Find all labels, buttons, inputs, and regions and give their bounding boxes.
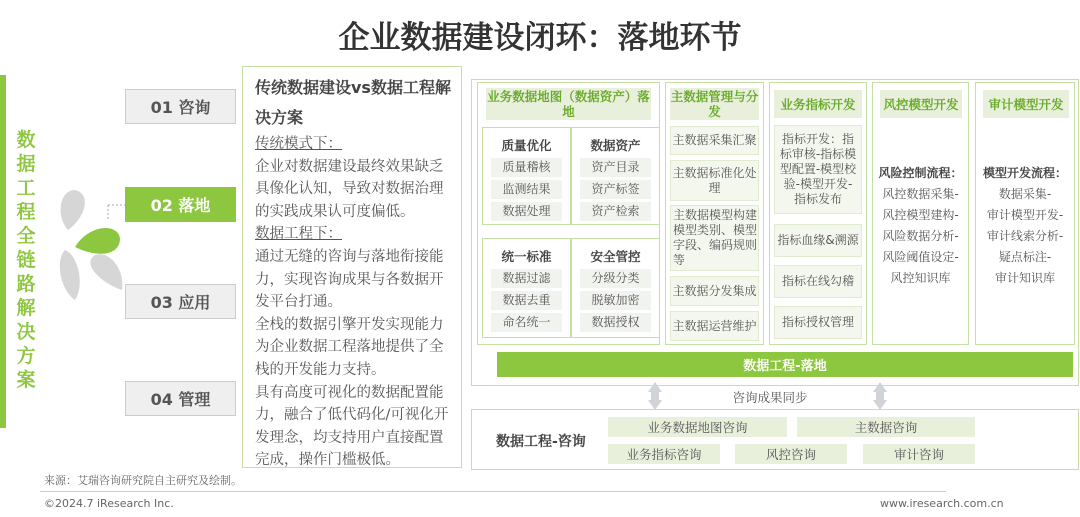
column-item: 指标开发：指标审核-指标模型配置-模型校验-模型开发-指标发布 [774,125,862,214]
flow-step: 风控数据采集- [882,187,959,201]
consulting-item: 业务指标咨询 [608,444,720,464]
source-note: 来源：艾瑞咨询研究院自主研究及绘制。 [44,474,242,487]
column-item: 指标在线勾稽 [774,265,862,298]
group-item: 数据授权 [580,313,651,332]
flow-step: 审计线索分析- [986,229,1064,243]
nav-landing[interactable]: 02 落地 [125,187,236,222]
footer-divider [40,491,946,492]
audit-column [975,82,1075,345]
flow-step: 疑点标注- [998,250,1052,264]
column-item: 主数据模型构建模型类别、模型字段、编码规则等 [670,205,759,271]
comparison-panel [242,66,462,468]
consulting-label: 数据工程-咨询 [496,434,586,450]
consulting-item: 风控咨询 [735,444,847,464]
petals-icon [50,185,125,310]
engineering-text: 具有高度可视化的数据配置能力，融合了低代码化/可视化开发理念，均支持用户直接配置完成，操作门槛极低。 [255,384,449,469]
engineering-text: 全栈的数据引擎开发实现能力为企业数据工程落地提供了全栈的开发能力支持。 [255,316,444,378]
group-item: 脱敏加密 [580,291,651,310]
risk-flow [873,163,968,289]
sync-arrow-icon [648,382,662,410]
column-item: 主数据运营维护 [670,311,759,341]
consulting-item: 业务数据地图咨询 [608,417,787,437]
group-item: 资产标签 [580,180,651,199]
traditional-text: 企业对数据建设最终效果缺乏具像化认知，导致对数据治理的实践成果认可度偏低。 [255,158,444,220]
column-item: 主数据采集汇聚 [670,126,759,155]
column-item: 指标血缘&溯源 [774,224,862,257]
group-item: 命名统一 [491,313,562,332]
group-item: 监测结果 [491,180,562,199]
landing-section [471,79,1079,386]
column-header: 风控模型开发 [880,90,962,118]
master-data-column [665,82,764,345]
flow-step: 风险阈值设定- [882,250,959,264]
sync-label: 咨询成果同步 [732,390,808,405]
metrics-column [769,82,867,345]
column-header: 业务指标开发 [774,90,862,118]
flow-title: 模型开发流程： [982,166,1067,180]
flow-step: 审计模型开发- [986,208,1064,222]
engineering-text: 通过无缝的咨询与落地衔接能力，实现咨询成果与各数据开发平台打通。 [255,248,444,311]
group-box [571,238,660,338]
group-item: 资产检索 [580,202,651,221]
group-title: 安全管控 [590,249,641,264]
group-box [482,238,571,338]
copyright: ©2024.7 iResearch Inc. [44,497,174,510]
group-box [571,127,660,225]
flow-step: 审计知识库 [994,271,1055,285]
column-item: 指标授权管理 [774,306,862,339]
consulting-item: 主数据咨询 [797,417,975,437]
nav-management[interactable]: 04 管理 [125,381,236,416]
flow-step: 风控模型建构- [882,208,959,222]
flow-step: 风控知识库 [890,271,951,285]
flow-step: 风险数据分析- [882,229,959,243]
risk-column [872,82,969,345]
engineering-label: 数据工程下： [255,226,342,243]
flow-step: 数据采集- [998,187,1052,201]
sync-arrow-icon [873,382,887,410]
flow-title: 风险控制流程： [878,166,963,180]
side-label: 数据工程全链路解决方案 [16,129,36,391]
column-item: 主数据分发集成 [670,276,759,306]
group-item: 资产目录 [580,158,651,177]
group-title: 统一标准 [501,249,552,264]
page-title: 企业数据建设闭环：落地环节 [338,20,742,56]
consulting-section [471,409,1079,470]
nav-application[interactable]: 03 应用 [125,284,236,319]
business-map-column [477,82,660,345]
group-item: 分级分类 [580,269,651,288]
group-title: 质量优化 [501,138,552,153]
column-header: 主数据管理与分发 [670,89,759,119]
group-title: 数据资产 [590,138,641,153]
audit-flow [976,163,1074,289]
group-box [482,127,571,225]
accent-bar [0,75,6,428]
group-item: 质量稽核 [491,158,562,177]
group-item: 数据处理 [491,202,562,221]
group-item: 数据去重 [491,291,562,310]
website-link[interactable]: www.iresearch.com.cn [880,497,1004,510]
consulting-item: 审计咨询 [863,444,975,464]
nav-consulting[interactable]: 01 咨询 [125,89,236,124]
traditional-label: 传统模式下： [255,136,342,152]
column-header: 审计模型开发 [983,90,1069,118]
column-item: 主数据标准化处理 [670,160,759,201]
column-header: 业务数据地图（数据资产）落地 [487,89,650,119]
panel-heading: 传统数据建设vs数据工程解决方案 [255,78,451,127]
group-item: 数据过滤 [491,269,562,288]
landing-bar: 数据工程-落地 [497,352,1073,377]
